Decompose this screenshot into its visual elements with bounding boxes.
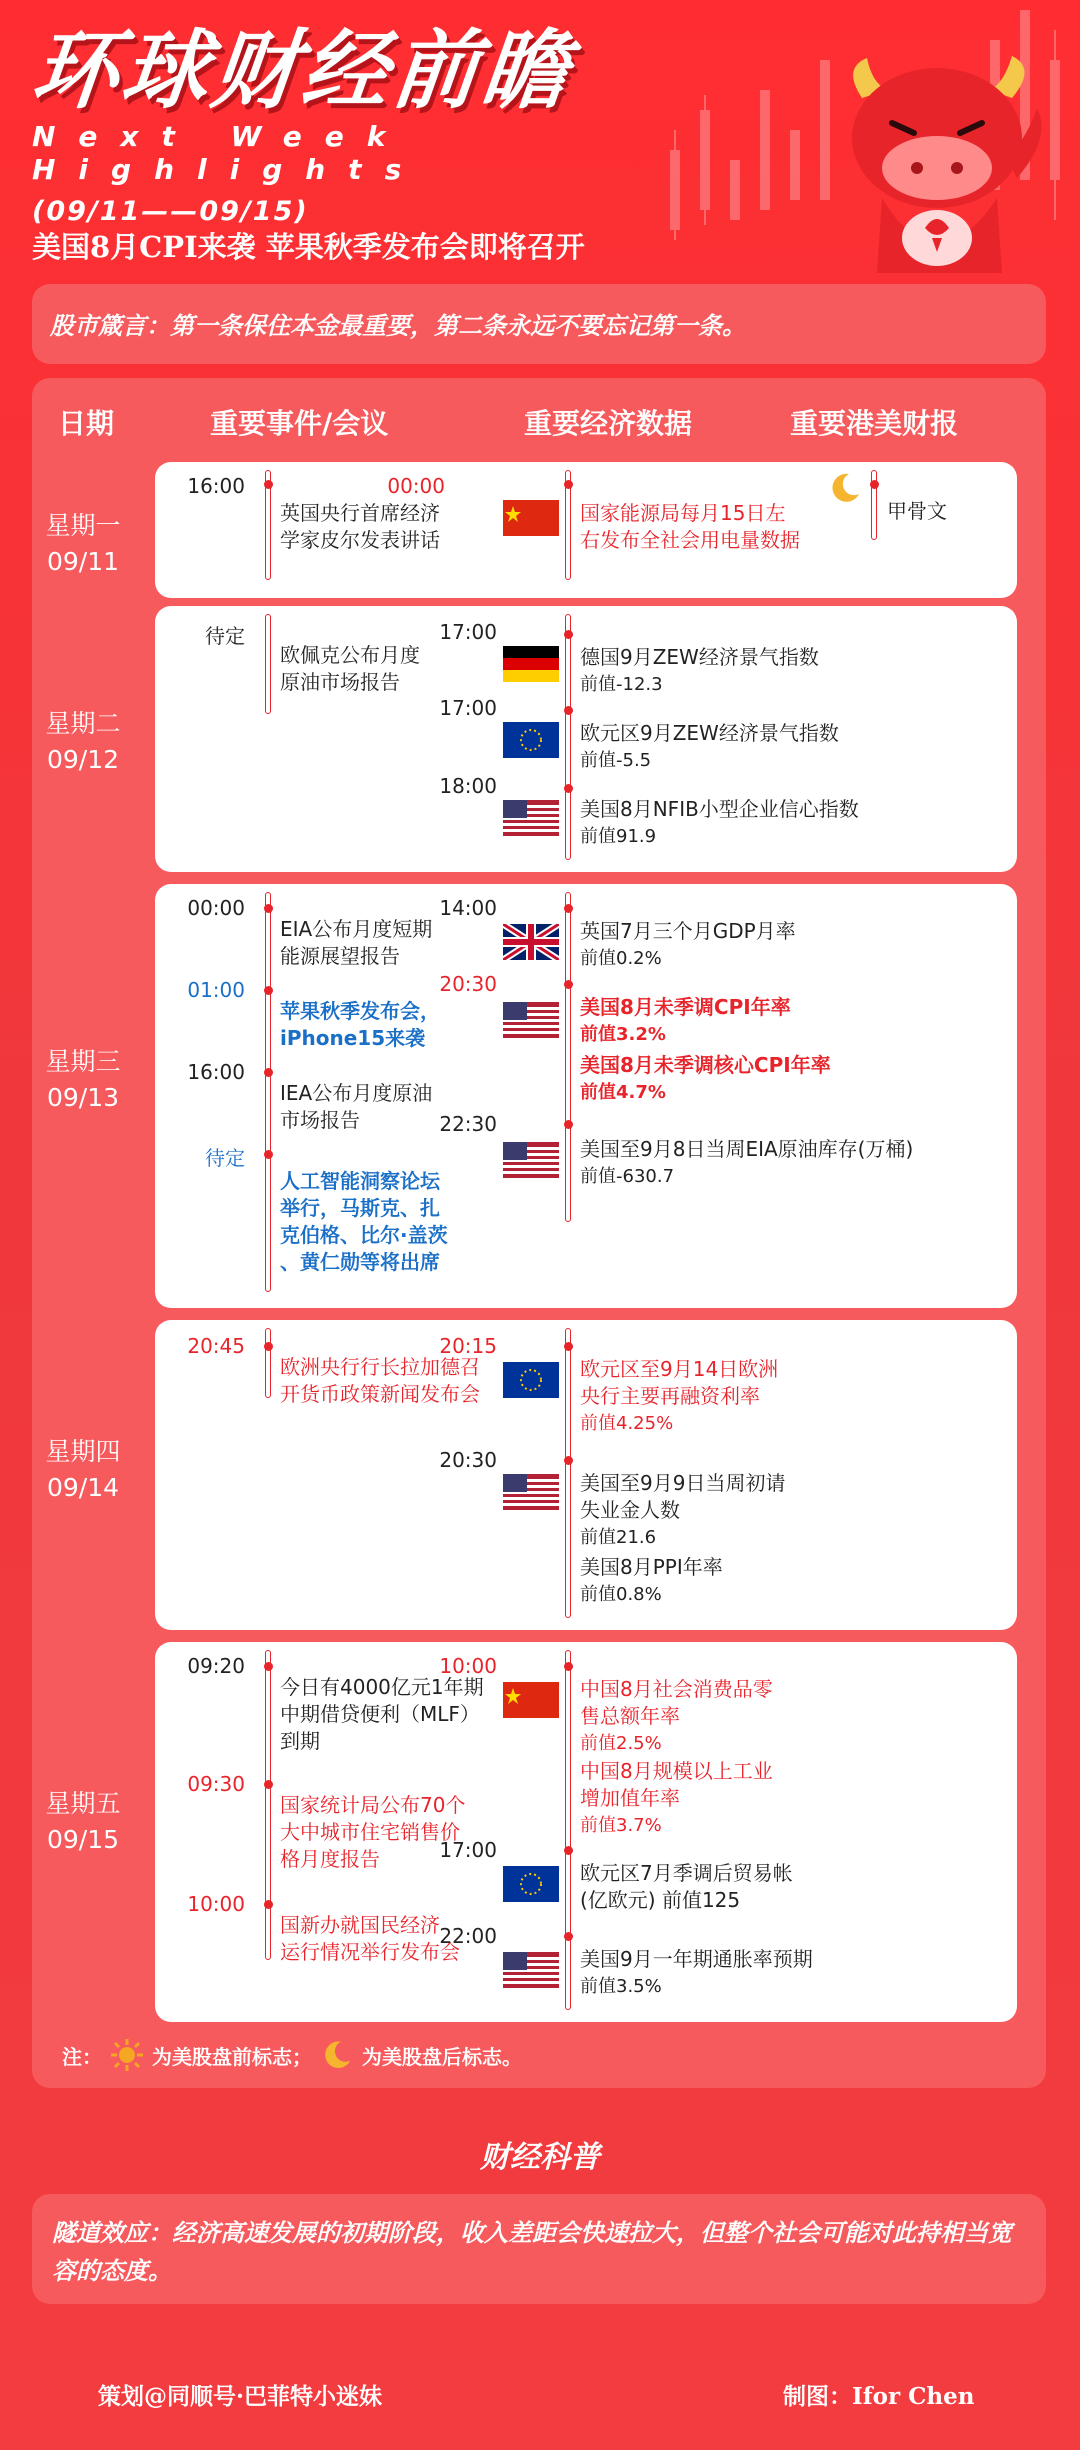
data-text: 中国8月规模以上工业 增加值年率 前值3.7% (580, 1759, 773, 1836)
data-time: 20:15 (439, 1334, 497, 1358)
usa-flag-icon (503, 1002, 559, 1038)
event-time: 16:00 (187, 1060, 245, 1084)
day-label: 星期一 09/11 (45, 511, 121, 576)
day-label: 星期五 09/15 (45, 1789, 121, 1854)
event-text: IEA公布月度原油 市场报告 (280, 1081, 433, 1132)
event-time: 00:00 (187, 896, 245, 920)
page-title: 环球财经前瞻 (26, 21, 578, 121)
bull-mascot-icon (822, 28, 1052, 278)
day-card (155, 462, 1017, 598)
event-text: 苹果秋季发布会， iPhone15来袭 (280, 999, 440, 1050)
event-text: 欧佩克公布月度 原油市场报告 (280, 643, 420, 694)
event-time: 待定 (205, 624, 245, 648)
event-text: 英国央行首席经济 学家皮尔发表讲话 (280, 501, 440, 552)
data-text: 欧元区7月季调后贸易帐 (亿欧元) 前值125 (580, 1861, 793, 1912)
data-time: 14:00 (439, 896, 497, 920)
data-time: 10:00 (439, 1654, 497, 1678)
page-subtitle: Next Week Highlights (32, 120, 425, 186)
data-text: 美国8月未季调核心CPI年率 前值4.7% (580, 1053, 831, 1103)
event-time: 09:30 (187, 1772, 245, 1796)
event-text: 人工智能洞察论坛 举行，马斯克、扎 克伯格、比尔·盖茨 、黄仁勋等将出席 (280, 1169, 448, 1274)
usa-flag-icon (503, 1142, 559, 1178)
data-text: 欧元区至9月14日欧洲 央行主要再融资利率 前值4.25% (580, 1357, 779, 1434)
data-time: 20:30 (439, 972, 497, 996)
event-time: 20:45 (187, 1334, 245, 1358)
date-range: (09/11——09/15) (32, 196, 309, 227)
data-text: 中国8月社会消费品零 售总额年率 前值2.5% (580, 1677, 773, 1754)
uk-flag-icon (503, 924, 559, 960)
moon-icon (320, 2038, 354, 2072)
data-time: 00:00 (387, 474, 445, 498)
day-card (155, 884, 1017, 1308)
event-text: 欧洲央行行长拉加德召 开货币政策新闻发布会 (280, 1355, 480, 1406)
event-time: 01:00 (187, 978, 245, 1002)
knowledge-title: 财经科普 (480, 2140, 600, 2175)
legend-note: 注： 为美股盘前标志； 为美股盘后标志。 (62, 2038, 522, 2072)
usa-flag-icon (503, 1952, 559, 1988)
day-card (155, 606, 1017, 872)
event-text: EIA公布月度短期 能源展望报告 (280, 917, 433, 968)
day-label: 星期二 09/12 (45, 709, 121, 774)
data-time: 17:00 (439, 696, 497, 720)
event-time: 16:00 (187, 474, 245, 498)
data-time: 22:00 (439, 1924, 497, 1948)
knowledge-text: 隧道效应：经济高速发展的初期阶段，收入差距会快速拉大，但整个社会可能对此持相当宽容的态度。 (32, 2194, 1046, 2304)
footer-planner: 策划@同顺号·巴菲特小迷妹 (98, 2383, 383, 2410)
data-text: 美国8月PPI年率 前值0.8% (580, 1555, 723, 1605)
moon-icon (827, 470, 863, 506)
data-time: 22:30 (439, 1112, 497, 1136)
day-card (155, 1642, 1017, 2022)
data-time: 20:30 (439, 1448, 497, 1472)
market-quote: 股市箴言：第一条保住本金最重要，第二条永远不要忘记第一条。 (32, 284, 1046, 364)
column-events: 重要事件/会议 (210, 407, 389, 440)
column-date: 日期 (58, 407, 115, 440)
eu-flag-icon (503, 1362, 559, 1398)
data-text: 美国至9月8日当周EIA原油库存(万桶) 前值-630.7 (580, 1137, 914, 1187)
data-text: 欧元区9月ZEW经济景气指数 前值-5.5 (580, 721, 839, 771)
data-time: 17:00 (439, 620, 497, 644)
header (26, 21, 752, 227)
footer-designer: 制图：Ifor Chen (783, 2383, 975, 2410)
usa-flag-icon (503, 1474, 559, 1510)
earnings-oracle: 甲骨文 (887, 499, 947, 523)
headline: 美国8月CPI来袭 苹果秋季发布会即将召开 (32, 230, 585, 264)
day-label: 星期四 09/14 (45, 1437, 121, 1502)
event-text: 国新办就国民经济 运行情况举行发布会 (280, 1913, 460, 1964)
data-time: 17:00 (439, 1838, 497, 1862)
event-text: 今日有4000亿元1年期 中期借贷便利（MLF） 到期 (280, 1675, 484, 1753)
event-time: 10:00 (187, 1892, 245, 1916)
schedule-panel (32, 378, 1046, 2088)
data-text: 美国8月未季调CPI年率 前值3.2% (580, 995, 791, 1045)
germany-flag-icon (503, 646, 559, 682)
eu-flag-icon (503, 722, 559, 758)
event-time: 09:20 (187, 1654, 245, 1678)
data-text: 英国7月三个月GDP月率 前值0.2% (580, 919, 796, 969)
usa-flag-icon (503, 800, 559, 836)
data-text: 德国9月ZEW经济景气指数 前值-12.3 (580, 645, 819, 695)
data-text: 美国至9月9日当周初请 失业金人数 前值21.6 (580, 1471, 786, 1548)
column-earnings: 重要港美财报 (790, 407, 959, 440)
event-text: 国家统计局公布70个 大中城市住宅销售价 格月度报告 (280, 1793, 466, 1871)
day-card (155, 1320, 1017, 1630)
data-time: 18:00 (439, 774, 497, 798)
china-flag-icon (503, 500, 559, 536)
eu-flag-icon (503, 1866, 559, 1902)
china-flag-icon (503, 1682, 559, 1718)
data-text: 美国9月一年期通胀率预期 前值3.5% (580, 1947, 813, 1997)
event-time: 待定 (205, 1146, 245, 1170)
data-text: 美国8月NFIB小型企业信心指数 前值91.9 (580, 797, 859, 847)
data-text: 国家能源局每月15日左 右发布全社会用电量数据 (580, 501, 800, 552)
day-label: 星期三 09/13 (45, 1047, 121, 1112)
sun-icon (110, 2038, 144, 2072)
column-data: 重要经济数据 (524, 407, 693, 440)
